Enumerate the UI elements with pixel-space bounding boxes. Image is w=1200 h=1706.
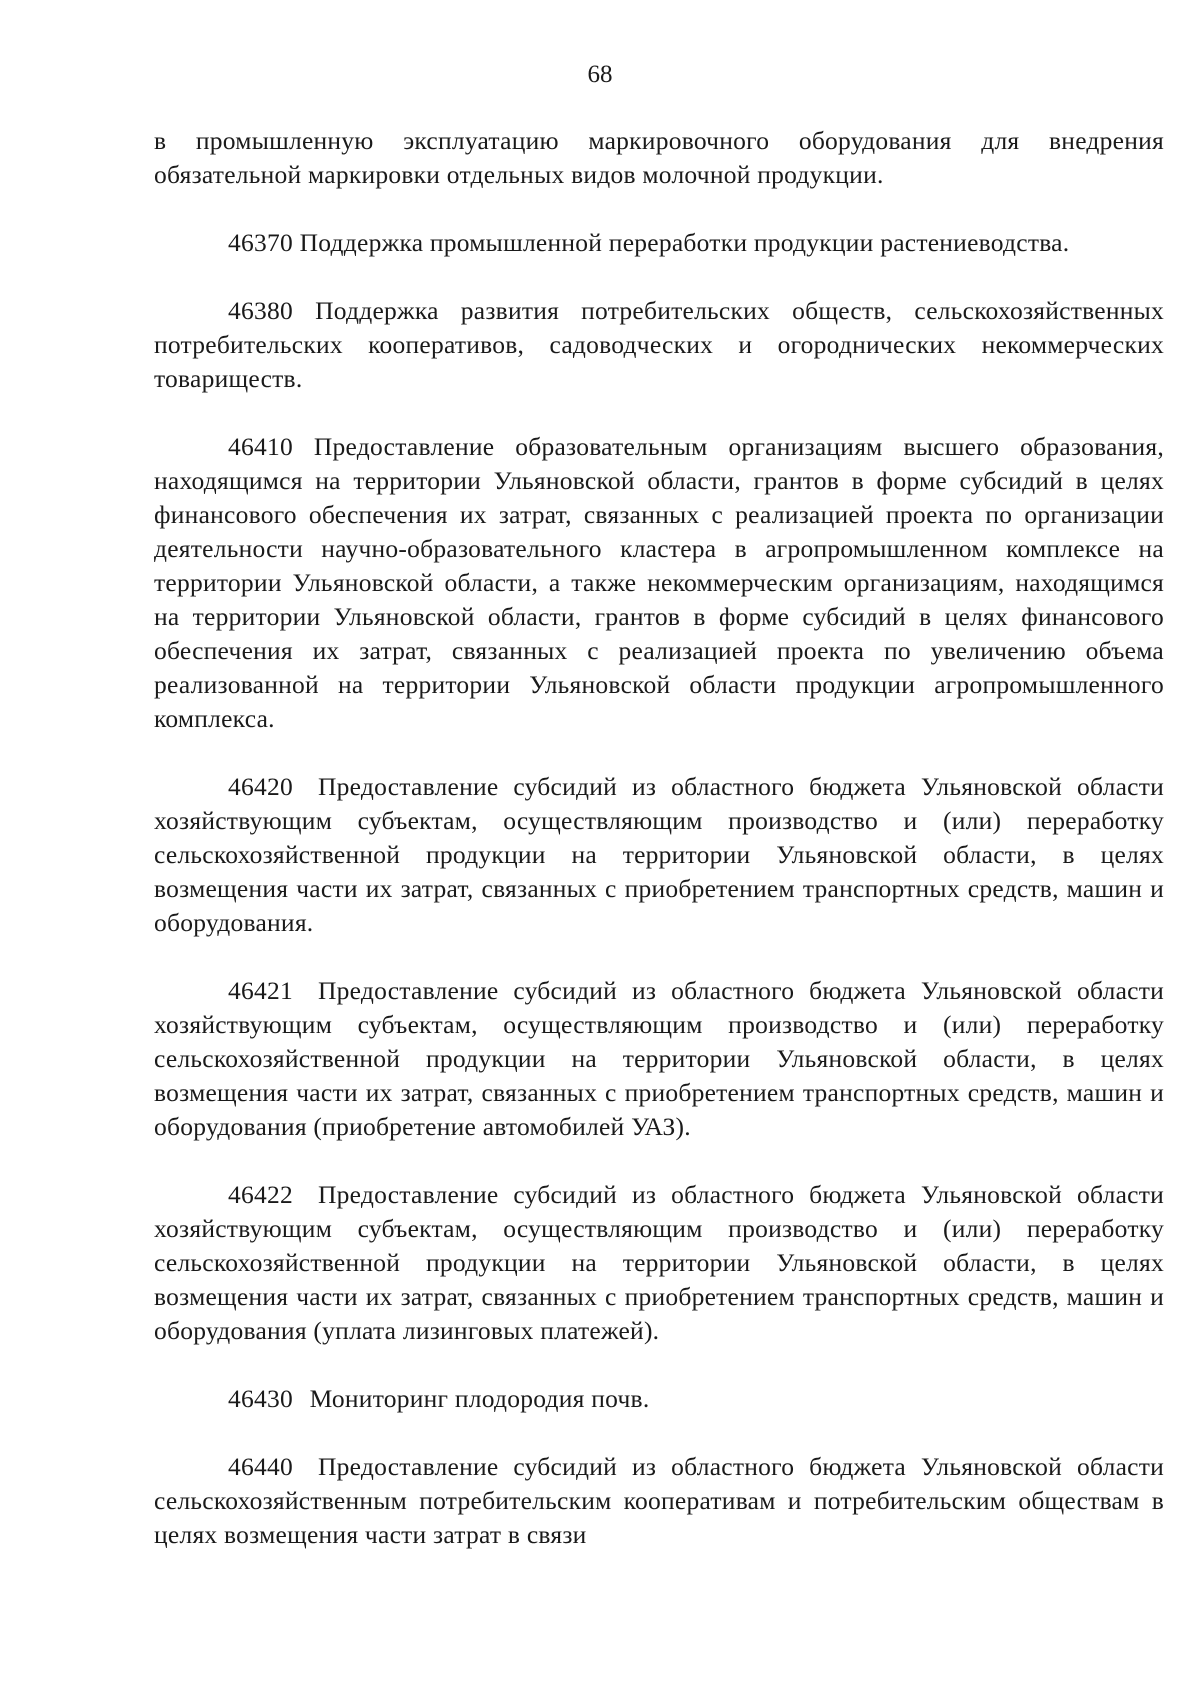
budget-code: 46421 — [228, 976, 293, 1005]
paragraph-text: Предоставление субсидий из областного бюджета Ульяновской области хозяйствующим субъектам, осуществляющим производство и (или) переработку сельскохозяйственной продукции на территории Ульяновской области, в целях возмещения части их затрат, связанных с приобретением транспортных средств, машин и оборудования (приобретение автомобилей УАЗ). — [154, 976, 1164, 1141]
paragraph-46430 — [154, 1382, 1164, 1416]
paragraph-text: Поддержка развития потребительских обществ, сельскохозяйственных потребительских кооперативов, садоводческих и огороднических некоммерческих товариществ. — [154, 296, 1165, 393]
paragraph-continuation — [154, 124, 1164, 192]
paragraph-46421 — [154, 974, 1164, 1144]
budget-code: 46410 — [228, 432, 293, 461]
budget-code: 46440 — [228, 1452, 293, 1481]
paragraph-46440 — [154, 1450, 1164, 1552]
page-number: 68 — [587, 61, 613, 88]
paragraph-text: Предоставление субсидий из областного бюджета Ульяновской области хозяйствующим субъектам, осуществляющим производство и (или) переработку сельскохозяйственной продукции на территории Ульяновской области, в целях возмещения части их затрат, связанных с приобретением транспортных средств, машин и оборудования (уплата лизинговых платежей). — [154, 1180, 1164, 1345]
budget-code: 46420 — [228, 772, 293, 801]
budget-code: 46422 — [228, 1180, 293, 1209]
paragraph-46422 — [154, 1178, 1164, 1348]
paragraph-46420 — [154, 770, 1164, 940]
paragraph-text: Предоставление субсидий из областного бюджета Ульяновской области сельскохозяйственным потребительским кооперативам и потребительским обществам в целях возмещения части затрат в связи — [154, 1452, 1164, 1549]
document-body — [154, 124, 1164, 1586]
paragraph-text: в промышленную эксплуатацию маркировочного оборудования для внедрения обязательной маркировки отдельных видов молочной продукции. — [154, 126, 1164, 189]
paragraph-text: Поддержка промышленной переработки продукции растениеводства. — [299, 228, 1070, 257]
budget-code: 46380 — [228, 296, 293, 325]
paragraph-46370 — [154, 226, 1164, 260]
paragraph-46410 — [154, 430, 1164, 736]
paragraph-text: Предоставление образовательным организациям высшего образования, находящимся на территории Ульяновской области, грантов в форме субсидий в целях финансового обеспечения их затрат, связанных с реализацией проекта по организации деятельности научно-образовательного кластера в агропромышленном комплексе на территории Ульяновской области, а также некоммерческим организациям, находящимся на территории Ульяновской области, грантов в форме субсидий в целях финансового обеспечения их затрат, связанных с реализацией проекта по увеличению объема реализованной на территории Ульяновской области продукции агропромышленного комплекса. — [154, 432, 1164, 733]
paragraph-46380 — [154, 294, 1164, 396]
paragraph-text: Мониторинг плодородия почв. — [309, 1384, 650, 1413]
budget-code: 46430 — [228, 1384, 293, 1413]
paragraph-text: Предоставление субсидий из областного бюджета Ульяновской области хозяйствующим субъектам, осуществляющим производство и (или) переработку сельскохозяйственной продукции на территории Ульяновской области, в целях возмещения части их затрат, связанных с приобретением транспортных средств, машин и оборудования. — [154, 772, 1164, 937]
budget-code: 46370 — [228, 228, 293, 257]
